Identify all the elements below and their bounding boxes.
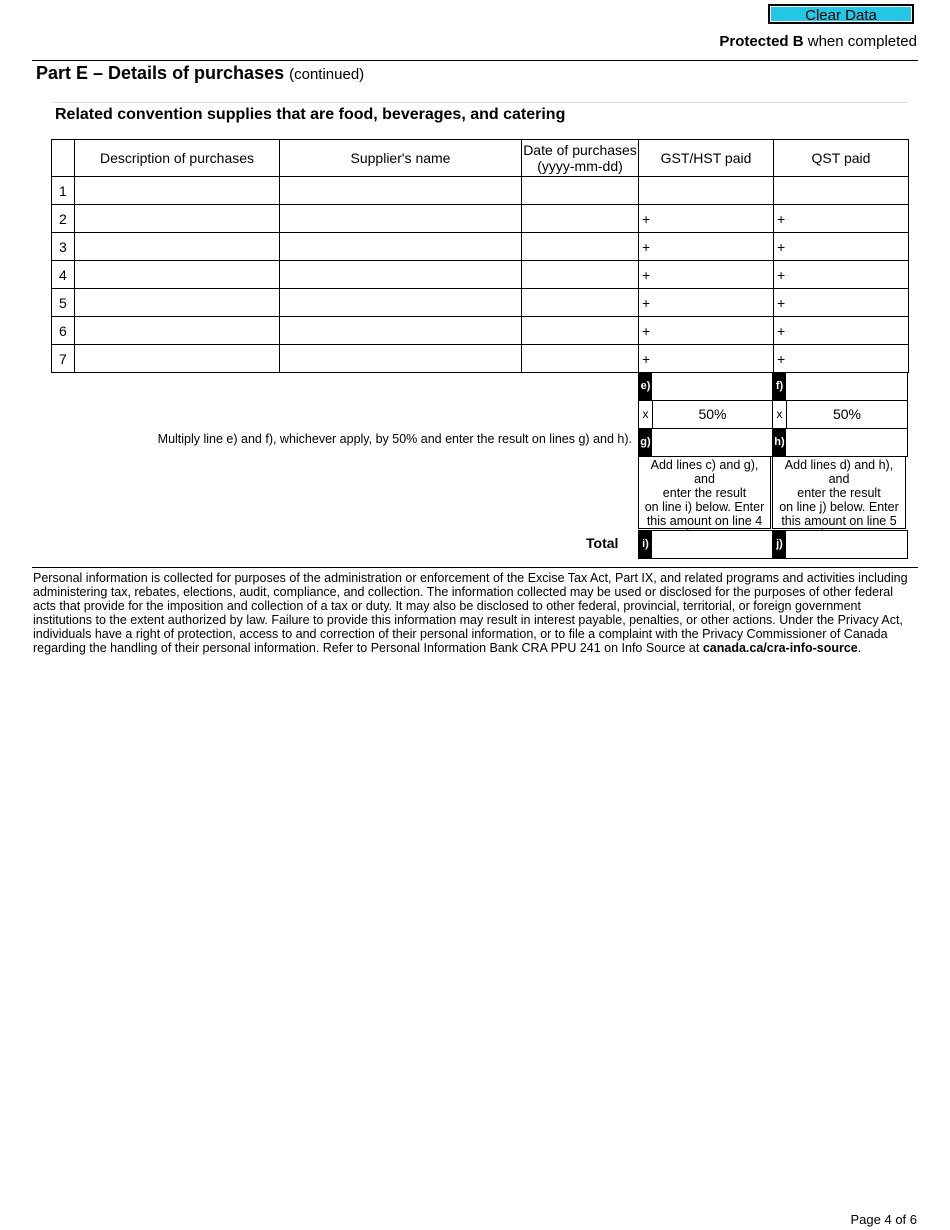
qst-cell[interactable]: + (774, 233, 909, 261)
line-f-label: f) (773, 373, 786, 400)
date-cell[interactable] (522, 261, 639, 289)
qst-cell[interactable]: + (774, 289, 909, 317)
supplier-cell[interactable] (280, 205, 522, 233)
date-cell[interactable] (522, 317, 639, 345)
gst-note-line: this amount on line 4 (646, 514, 763, 528)
row-number: 2 (52, 205, 75, 233)
multiply-instruction: Multiply line e) and f), whichever apply, by 50% and enter the result on lines g) and h). (157, 432, 632, 446)
description-cell[interactable] (75, 205, 280, 233)
table-row (52, 317, 909, 345)
gst-note-line: on line i) below. Enter (644, 500, 765, 514)
line-j-total-field[interactable] (772, 530, 908, 559)
date-cell[interactable] (522, 177, 639, 205)
qst-cell[interactable]: + (774, 261, 909, 289)
header-supplier: Supplier's name (280, 140, 522, 177)
description-cell[interactable] (75, 233, 280, 261)
table-header-row (52, 140, 909, 177)
gst-note-line: Add lines c) and g), and (650, 458, 759, 486)
header-date-line1: Date of purchases (523, 142, 637, 158)
header-date (522, 140, 639, 177)
qst-cell[interactable]: + (774, 317, 909, 345)
line-h-field[interactable] (772, 428, 908, 457)
protected-suffix: when completed (803, 33, 917, 50)
table-row (52, 289, 909, 317)
qst-rate-value: 50% (832, 406, 862, 422)
date-cell[interactable] (522, 289, 639, 317)
line-i-label: i) (639, 531, 652, 558)
line-h-label: h) (773, 429, 786, 456)
qst-cell[interactable]: + (774, 205, 909, 233)
gst-note-line: enter the result (662, 486, 747, 500)
protected-label: Protected B (719, 33, 804, 50)
section-divider (53, 102, 908, 103)
table-row (52, 345, 909, 373)
date-cell[interactable] (522, 233, 639, 261)
gst-cell[interactable]: + (639, 345, 774, 373)
qst-note-line: on line j) below. Enter (779, 500, 899, 514)
privacy-statement (33, 571, 913, 655)
header-description: Description of purchases (75, 140, 280, 177)
description-cell[interactable] (75, 345, 280, 373)
gst-cell[interactable]: + (639, 233, 774, 261)
part-title-text: Part E – Details of purchases (36, 63, 285, 83)
line-e-field[interactable] (638, 372, 773, 401)
row-number: 3 (52, 233, 75, 261)
gst-cell[interactable]: + (639, 261, 774, 289)
supplier-cell[interactable] (280, 317, 522, 345)
qst-cell[interactable] (774, 177, 909, 205)
gst-rate-row (638, 400, 773, 429)
supplier-cell[interactable] (280, 345, 522, 373)
line-g-field[interactable] (638, 428, 773, 457)
gst-cell[interactable]: + (639, 317, 774, 345)
description-cell[interactable] (75, 177, 280, 205)
row-number: 5 (52, 289, 75, 317)
section-title: Related convention supplies that are food, beverages, and catering (55, 106, 566, 123)
gst-cell[interactable]: + (639, 205, 774, 233)
qst-cell[interactable]: + (774, 345, 909, 373)
qst-rate-row (772, 400, 908, 429)
bottom-divider (32, 567, 918, 568)
header-date-line2: (yyyy-mm-dd) (537, 158, 623, 174)
line-i-total-field[interactable] (638, 530, 773, 559)
row-number: 1 (52, 177, 75, 205)
qst-total-note (772, 456, 906, 529)
privacy-text: Personal information is collected for purposes of the administration or enforcement of the Excise Tax Act, Part IX, and related programs and activities including administering tax, rebates, elections, audit, compliance, and collection. The information collected may be used or disclosed for the purposes of other federal acts that provide for the imposition and collection of a tax or duty. It may also be disclosed to other federal, provincial, territorial, or foreign government institutions to the extent authorized by law. Failure to provide this information may result in interest payable, penalties, or other actions. Under the Privacy Act, individuals have a right of protection, access to and correction of their personal information, or to file a complaint with the Privacy Commissioner of Canada regarding the handling of their personal information. Refer to Personal Information Bank CRA PPU 241 on Info Source at (33, 571, 908, 655)
qst-note-line: enter the result (797, 486, 881, 500)
gst-rate-value: 50% (698, 406, 727, 422)
row-number: 7 (52, 345, 75, 373)
header-qst: QST paid (774, 140, 909, 177)
table-row (52, 233, 909, 261)
clear-data-button[interactable]: Clear Data (768, 4, 914, 24)
qst-note-line: Add lines d) and h), and (784, 458, 894, 486)
gst-multiply-sign: x (639, 401, 653, 428)
qst-multiply-sign: x (773, 401, 787, 428)
row-number: 6 (52, 317, 75, 345)
line-e-label: e) (639, 373, 652, 400)
header-gst: GST/HST paid (639, 140, 774, 177)
date-cell[interactable] (522, 205, 639, 233)
gst-cell[interactable]: + (639, 289, 774, 317)
supplier-cell[interactable] (280, 261, 522, 289)
date-cell[interactable] (522, 345, 639, 373)
gst-cell[interactable] (639, 177, 774, 205)
supplier-cell[interactable] (280, 289, 522, 317)
description-cell[interactable] (75, 289, 280, 317)
top-divider (32, 60, 918, 61)
page-number: Page 4 of 6 (850, 1212, 917, 1227)
line-g-label: g) (639, 429, 652, 456)
total-label: Total (586, 535, 619, 551)
purchases-table (51, 139, 909, 373)
protected-notice (719, 33, 917, 50)
qst-note-line: this amount on line 5 (781, 514, 897, 528)
line-f-field[interactable] (772, 372, 908, 401)
description-cell[interactable] (75, 317, 280, 345)
table-row (52, 205, 909, 233)
part-title (36, 63, 364, 84)
gst-total-note (638, 456, 771, 529)
description-cell[interactable] (75, 261, 280, 289)
privacy-end: . (857, 641, 862, 655)
header-row-number (52, 140, 75, 177)
table-row (52, 261, 909, 289)
info-source-link: canada.ca/cra-info-source (702, 641, 858, 655)
supplier-cell[interactable] (280, 233, 522, 261)
row-number: 4 (52, 261, 75, 289)
table-row (52, 177, 909, 205)
part-continued: (continued) (289, 66, 365, 83)
supplier-cell[interactable] (280, 177, 522, 205)
line-j-label: j) (773, 531, 786, 558)
